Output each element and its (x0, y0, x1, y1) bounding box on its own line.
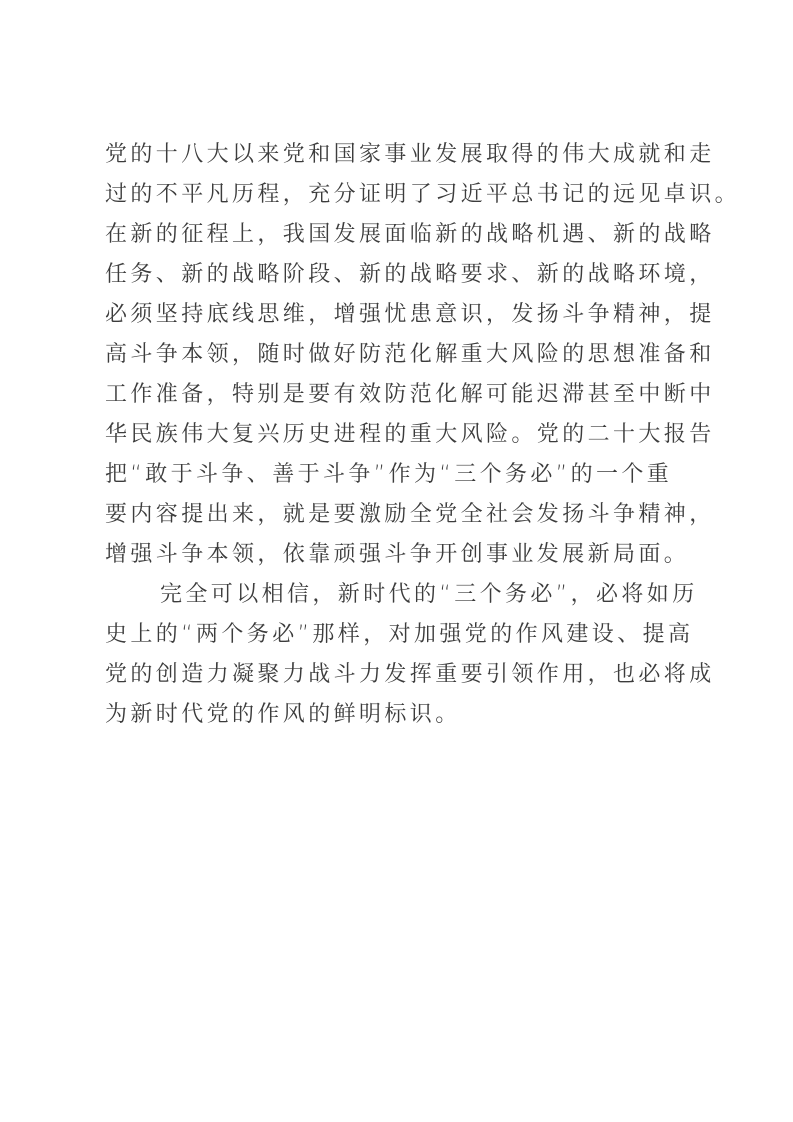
text-line: 史上的“两个务必”那样，对加强党的作风建设、提高 (105, 622, 694, 647)
text-line: 必须坚持底线思维，增强忧患意识，发扬斗争精神，提 (105, 302, 715, 327)
text-line: 党的十八大以来党和国家事业发展取得的伟大成就和走 (105, 142, 715, 167)
paragraph (105, 575, 725, 735)
text-line: 完全可以相信，新时代的“三个务必”，必将如历 (160, 582, 698, 607)
text-line: 高斗争本领，随时做好防范化解重大风险的思想准备和 (105, 342, 715, 367)
paragraph (105, 135, 741, 575)
text-line: 任务、新的战略阶段、新的战略要求、新的战略环境， (105, 262, 715, 287)
text-line: 党的创造力凝聚力战斗力发挥重要引领作用，也必将成 (105, 662, 715, 687)
text-line: 为新时代党的作风的鲜明标识。 (105, 702, 461, 727)
text-line: 把“敢于斗争、善于斗争”作为“三个务必”的一个重 (105, 462, 673, 487)
text-line: 要内容提出来，就是要激励全党全社会发扬斗争精神， (105, 502, 715, 527)
document-body (105, 135, 741, 735)
text-line: 增强斗争本领，依靠顽强斗争开创事业发展新局面。 (105, 542, 690, 567)
text-line: 华民族伟大复兴历史进程的重大风险。党的二十大报告 (105, 422, 715, 447)
text-line: 在新的征程上，我国发展面临新的战略机遇、新的战略 (105, 222, 715, 247)
text-line: 过的不平凡历程，充分证明了习近平总书记的远见卓识。 (105, 182, 741, 207)
text-line: 工作准备，特别是要有效防范化解可能迟滞甚至中断中 (105, 382, 715, 407)
